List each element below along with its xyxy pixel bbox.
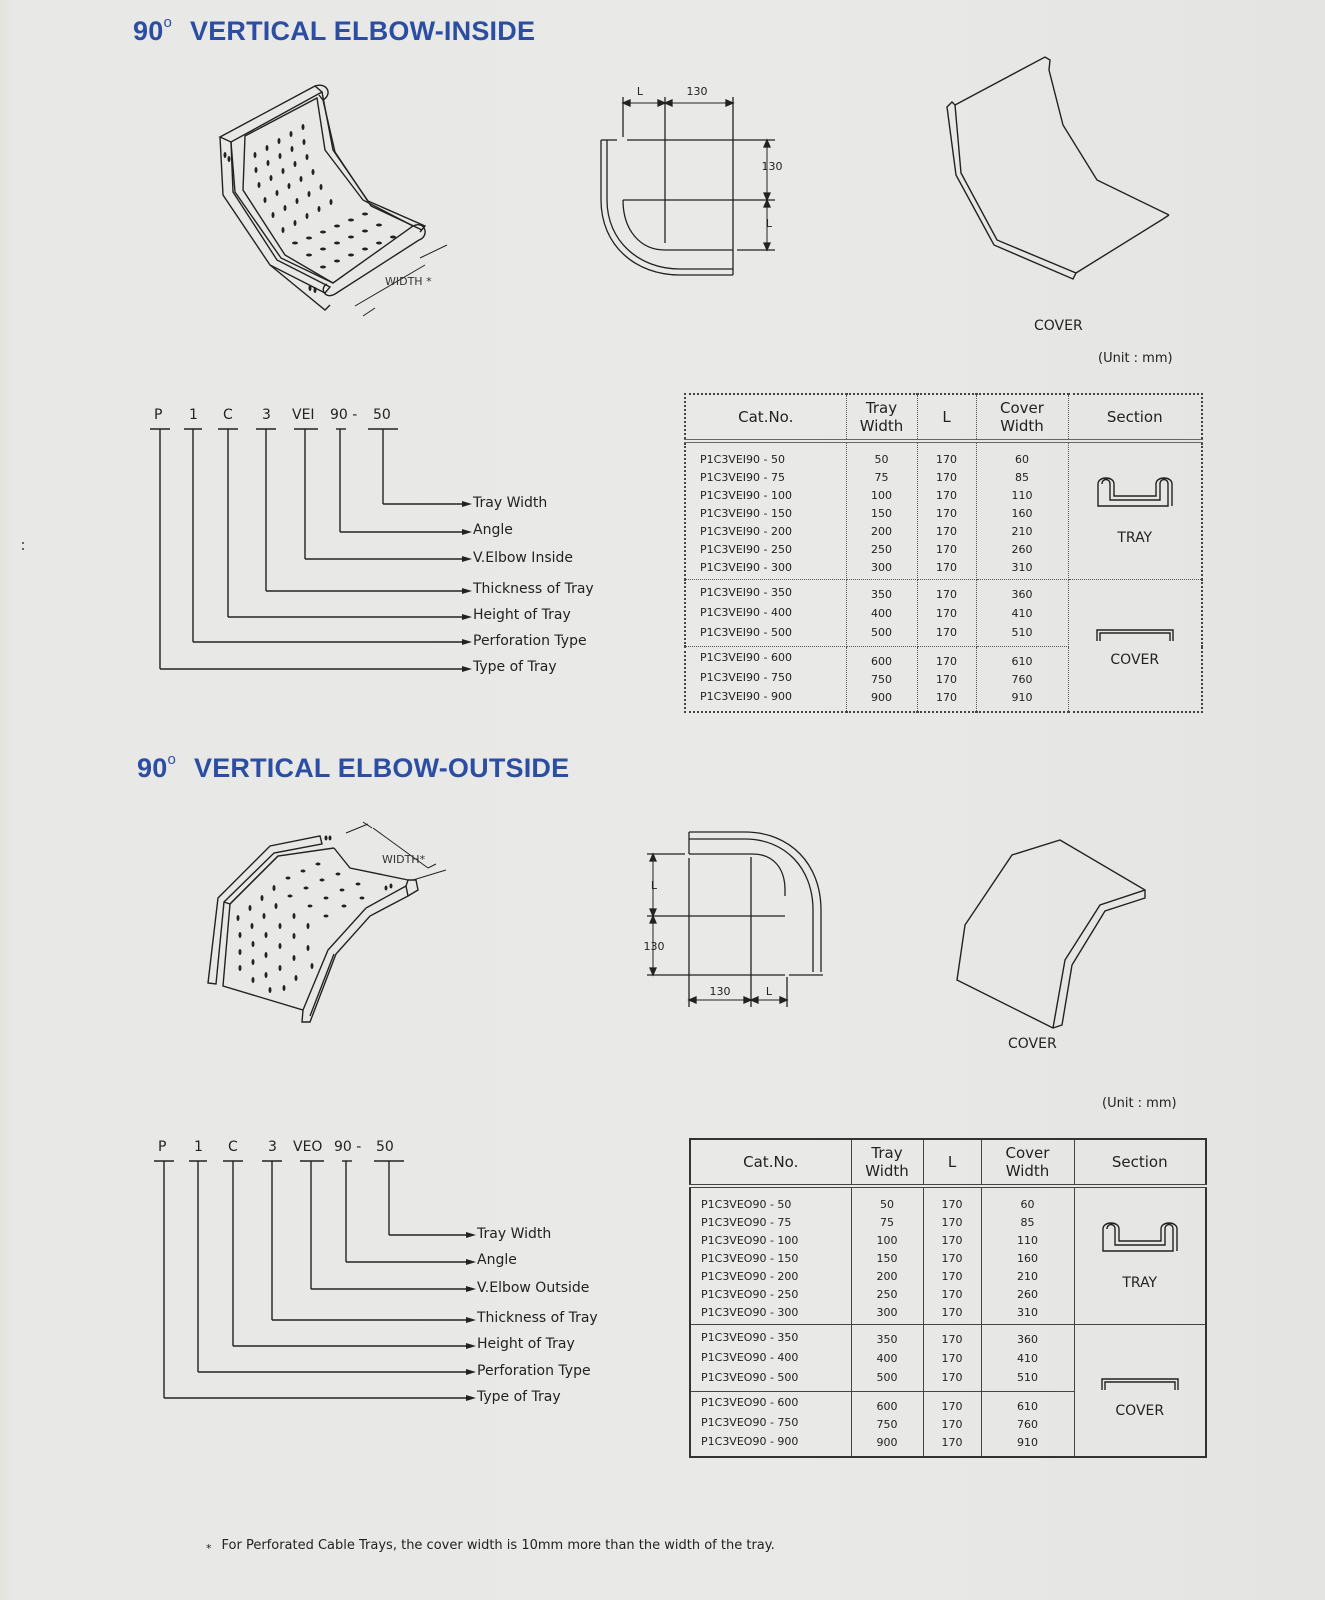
table-cell: 150 <box>871 507 892 520</box>
cat-no-cell <box>685 647 846 713</box>
table-cell: 170 <box>941 1216 963 1229</box>
table-cell: 170 <box>941 1400 963 1413</box>
table-cell: P1C3VEO90 - 300 <box>701 1306 799 1319</box>
table-cell: 260 <box>1011 543 1033 556</box>
table-cell: 170 <box>936 453 957 466</box>
l-cell <box>923 1186 981 1325</box>
table-cell: 170 <box>936 525 957 538</box>
table-cell: 250 <box>871 543 892 556</box>
width-dimension-label: WIDTH* <box>382 853 426 866</box>
table-cell: P1C3VEI90 - 600 <box>700 651 792 664</box>
table-cell: 900 <box>871 691 892 704</box>
degree-symbol: o <box>167 751 176 768</box>
table-cell: P1C3VEO90 - 200 <box>701 1270 799 1283</box>
catalog-code-breakdown <box>154 1139 614 1409</box>
code-segment-perforation: 1 <box>189 407 198 423</box>
cover-drawing-label: COVER <box>1034 318 1083 334</box>
table-cell: 50 <box>874 453 889 466</box>
code-segment-product: VEO <box>293 1139 323 1155</box>
cover-section-icon <box>1100 1377 1180 1391</box>
table-cell: 360 <box>1011 588 1033 601</box>
header-tray-width <box>846 394 917 441</box>
table-cell: P1C3VEI90 - 150 <box>700 507 792 520</box>
table-cell: 260 <box>1017 1288 1038 1301</box>
table-cell: P1C3VEO90 - 750 <box>701 1416 799 1429</box>
table-cell: 410 <box>1017 1352 1038 1365</box>
table-row-group <box>685 441 1202 580</box>
table-cell: 170 <box>941 1270 963 1283</box>
catalog-code-breakdown <box>150 407 610 677</box>
title-text: VERTICAL ELBOW-INSIDE <box>189 16 536 46</box>
dim-label-130-side: 130 <box>761 160 783 173</box>
code-desc-tray-width: Tray Width <box>477 1226 552 1242</box>
header-cat-no <box>685 394 846 441</box>
header-label: Cat.No. <box>738 408 794 426</box>
table-cell: P1C3VEO90 - 500 <box>701 1371 799 1384</box>
table-cell: P1C3VEO90 - 900 <box>701 1435 799 1448</box>
table-row-group <box>685 580 1202 647</box>
section-cover-label: COVER <box>1115 1403 1165 1419</box>
table-cell: 170 <box>936 607 957 620</box>
table-cell: 360 <box>1017 1333 1038 1346</box>
table-cell: 910 <box>1017 1436 1038 1449</box>
spec-table <box>684 393 1203 713</box>
code-segment-angle: 90 - <box>330 407 358 423</box>
tray-width-cell <box>851 1325 923 1392</box>
table-cell: 75 <box>874 471 889 484</box>
table-cell: 110 <box>1017 1234 1038 1247</box>
table-cell: 300 <box>876 1306 898 1319</box>
code-segment-height: C <box>228 1139 238 1155</box>
tray-width-cell <box>851 1186 923 1325</box>
cover-drawing-label: COVER <box>1008 1036 1057 1052</box>
table-cell: P1C3VEI90 - 500 <box>700 626 792 639</box>
table-cell: 170 <box>936 489 957 502</box>
table-cell: 170 <box>941 1371 963 1384</box>
header-label: L <box>942 408 951 426</box>
header-section <box>1068 394 1202 441</box>
header-l <box>917 394 976 441</box>
dim-label-130-top: 130 <box>686 85 708 98</box>
cover-width-cell <box>981 1325 1074 1392</box>
table-row-group <box>690 1325 1206 1392</box>
title-angle: 90 <box>133 16 164 46</box>
tray-width-cell <box>846 580 917 647</box>
table-cell: P1C3VEO90 - 75 <box>701 1216 792 1229</box>
table-cell: 60 <box>1015 453 1029 466</box>
table-cell: P1C3VEI90 - 400 <box>700 606 792 619</box>
table-cell: 170 <box>941 1333 963 1346</box>
cover-width-cell <box>976 441 1068 580</box>
header-label: Cat.No. <box>743 1153 799 1171</box>
header-tray-width <box>851 1139 923 1186</box>
table-cell: P1C3VEO90 - 50 <box>701 1198 792 1211</box>
table-cell: 610 <box>1011 655 1033 668</box>
code-desc-tray-width: Tray Width <box>473 495 548 511</box>
section-cover-label: COVER <box>1110 652 1160 668</box>
table-cell: 170 <box>936 561 957 574</box>
table-cell: 300 <box>871 561 892 574</box>
table-cell: 600 <box>876 1400 898 1413</box>
table-cell: 410 <box>1011 607 1033 620</box>
table-header-row <box>690 1139 1206 1186</box>
code-segment-type: P <box>154 407 163 423</box>
l-cell <box>917 441 976 580</box>
table-cell: P1C3VEI90 - 75 <box>700 471 785 484</box>
cat-no-cell <box>690 1325 851 1392</box>
code-segment-angle: 90 - <box>334 1139 362 1155</box>
table-cell: 400 <box>871 607 892 620</box>
table-cell: 60 <box>1020 1198 1035 1211</box>
header-label: Tray <box>865 399 898 417</box>
dim-label-l-side: L <box>650 879 658 892</box>
table-cell: 100 <box>876 1234 898 1247</box>
unit-label: (Unit : mm) <box>1098 351 1173 366</box>
cover-section-icon <box>1095 628 1175 642</box>
table-cell: 110 <box>1011 489 1033 502</box>
cover-width-cell <box>976 647 1068 713</box>
section-cover-cell <box>1074 1325 1206 1458</box>
tray-width-cell <box>846 647 917 713</box>
tray-section-icon <box>1094 476 1176 512</box>
l-cell <box>917 647 976 713</box>
table-cell: 750 <box>876 1418 898 1431</box>
table-cell: 310 <box>1017 1306 1038 1319</box>
header-label: Width <box>865 1162 909 1180</box>
dim-label-l-top: L <box>636 85 644 98</box>
table-cell: P1C3VEI90 - 100 <box>700 489 792 502</box>
table-cell: 170 <box>941 1198 963 1211</box>
header-label: Tray <box>871 1144 903 1162</box>
table-cell: P1C3VEI90 - 50 <box>700 453 785 466</box>
section-title <box>137 753 569 784</box>
cover-width-cell <box>981 1186 1074 1325</box>
spec-table <box>689 1138 1207 1458</box>
code-segment-thickness: 3 <box>262 407 271 423</box>
table-cell: P1C3VEO90 - 100 <box>701 1234 799 1247</box>
table-cell: 85 <box>1020 1216 1035 1229</box>
table-cell: 760 <box>1017 1418 1038 1431</box>
header-label: Width <box>1005 1162 1050 1180</box>
perforated-tray-outside-elbow-icon <box>208 838 458 1033</box>
header-cover-width <box>976 394 1068 441</box>
table-cell: P1C3VEI90 - 350 <box>700 586 792 599</box>
table-cell: P1C3VEO90 - 600 <box>701 1396 799 1409</box>
l-cell <box>923 1325 981 1392</box>
dim-label-l-side: L <box>765 217 773 230</box>
header-cover-width <box>981 1139 1074 1186</box>
table-cell: P1C3VEO90 - 250 <box>701 1288 799 1301</box>
cat-no-cell <box>685 580 846 647</box>
table-cell: 170 <box>936 655 957 668</box>
table-cell: 400 <box>876 1352 898 1365</box>
tray-width-cell <box>851 1392 923 1458</box>
code-segment-thickness: 3 <box>268 1139 277 1155</box>
table-cell: 510 <box>1011 626 1033 639</box>
code-segment-width: 50 <box>376 1139 394 1155</box>
code-desc-height: Height of Tray <box>473 607 571 623</box>
header-label: Cover <box>1000 399 1044 417</box>
code-segment-height: C <box>223 407 233 423</box>
code-segment-type: P <box>158 1139 167 1155</box>
table-cell: 760 <box>1011 673 1033 686</box>
table-cell: 910 <box>1011 691 1033 704</box>
cover-width-cell <box>976 580 1068 647</box>
code-desc-product: V.Elbow Inside <box>473 550 573 566</box>
table-cell: 170 <box>941 1418 963 1431</box>
table-cell: 85 <box>1015 471 1029 484</box>
footnote-marker: * <box>206 1542 212 1555</box>
footnote <box>206 1538 775 1553</box>
cover-width-cell <box>981 1392 1074 1458</box>
table-cell: 500 <box>876 1371 898 1384</box>
header-label: Section <box>1111 1153 1168 1171</box>
table-cell: 350 <box>876 1333 898 1346</box>
footnote-text: For Perforated Cable Trays, the cover width is 10mm more than the width of the tray. <box>221 1538 775 1553</box>
l-cell <box>923 1392 981 1458</box>
table-cell: 350 <box>871 588 892 601</box>
table-cell: 170 <box>941 1352 963 1365</box>
table-cell: 170 <box>941 1306 963 1319</box>
table-cell: 250 <box>876 1288 898 1301</box>
table-cell: 50 <box>880 1198 894 1211</box>
table-cell: 170 <box>941 1288 963 1301</box>
section-title <box>133 16 535 47</box>
table-cell: 170 <box>936 507 957 520</box>
code-desc-type: Type of Tray <box>473 659 557 675</box>
table-cell: 750 <box>871 673 892 686</box>
table-cell: 510 <box>1017 1371 1038 1384</box>
table-cell: 100 <box>871 489 892 502</box>
code-desc-height: Height of Tray <box>477 1336 575 1352</box>
dim-label-l-bottom: L <box>765 985 773 998</box>
table-cell: P1C3VEI90 - 200 <box>700 525 792 538</box>
code-desc-angle: Angle <box>477 1252 517 1268</box>
table-cell: 500 <box>871 626 892 639</box>
scan-mark <box>22 542 25 554</box>
table-cell: P1C3VEO90 - 400 <box>701 1351 799 1364</box>
table-cell: P1C3VEI90 - 300 <box>700 561 792 574</box>
header-label: L <box>947 1153 957 1171</box>
table-cell: 170 <box>941 1234 963 1247</box>
header-l <box>923 1139 981 1186</box>
l-cell <box>917 580 976 647</box>
tray-width-cell <box>846 441 917 580</box>
dim-label-130-bottom: 130 <box>709 985 731 998</box>
dim-label-130-side: 130 <box>643 940 665 953</box>
title-text: VERTICAL ELBOW-OUTSIDE <box>193 753 570 783</box>
table-cell: 170 <box>936 543 957 556</box>
header-label: Section <box>1106 408 1163 426</box>
title-angle: 90 <box>137 753 168 783</box>
table-cell: 600 <box>871 655 892 668</box>
tray-section-icon <box>1099 1221 1181 1257</box>
table-cell: P1C3VEI90 - 250 <box>700 543 792 556</box>
header-cat-no <box>690 1139 851 1186</box>
outside-elbow-cover-icon <box>955 835 1160 1035</box>
width-dimension-label: WIDTH * <box>385 275 432 288</box>
table-cell: 170 <box>936 471 957 484</box>
table-cell: 160 <box>1017 1252 1038 1265</box>
header-label: Cover <box>1005 1144 1050 1162</box>
cat-no-cell <box>690 1392 851 1458</box>
header-label: Width <box>1000 417 1044 435</box>
cat-no-cell <box>685 441 846 580</box>
table-cell: 900 <box>876 1436 898 1449</box>
table-cell: 160 <box>1011 507 1033 520</box>
degree-symbol: o <box>163 14 172 31</box>
table-cell: 170 <box>936 626 957 639</box>
table-cell: 150 <box>876 1252 898 1265</box>
code-segment-perforation: 1 <box>194 1139 203 1155</box>
table-cell: 170 <box>936 673 957 686</box>
table-cell: 210 <box>1017 1270 1038 1283</box>
table-cell: 200 <box>876 1270 898 1283</box>
table-row-group <box>690 1186 1206 1325</box>
section-tray-cell <box>1068 441 1202 580</box>
table-cell: 170 <box>941 1252 963 1265</box>
header-label: Width <box>859 417 904 435</box>
header-section <box>1074 1139 1206 1186</box>
code-desc-perforation: Perforation Type <box>473 633 587 649</box>
table-cell: 200 <box>871 525 892 538</box>
table-cell: 170 <box>936 588 957 601</box>
table-cell: 210 <box>1011 525 1033 538</box>
section-tray-cell <box>1074 1186 1206 1325</box>
table-cell: 170 <box>941 1436 963 1449</box>
table-cell: P1C3VEO90 - 350 <box>701 1331 799 1344</box>
inside-elbow-cover-icon <box>945 55 1175 285</box>
code-desc-type: Type of Tray <box>477 1389 561 1405</box>
code-desc-thickness: Thickness of Tray <box>473 581 594 597</box>
code-segment-width: 50 <box>373 407 391 423</box>
unit-label: (Unit : mm) <box>1102 1096 1177 1111</box>
table-cell: P1C3VEO90 - 150 <box>701 1252 799 1265</box>
code-desc-product: V.Elbow Outside <box>477 1280 590 1296</box>
section-cover-cell <box>1068 580 1202 713</box>
table-cell: P1C3VEI90 - 750 <box>700 671 792 684</box>
table-cell: P1C3VEI90 - 900 <box>700 690 792 703</box>
code-desc-angle: Angle <box>473 522 513 538</box>
table-cell: 610 <box>1017 1400 1038 1413</box>
table-cell: 170 <box>936 691 957 704</box>
code-desc-thickness: Thickness of Tray <box>477 1310 598 1326</box>
outside-elbow-dimension-drawing <box>645 832 830 1007</box>
section-tray-label: TRAY <box>1117 530 1153 546</box>
inside-elbow-dimension-drawing <box>595 85 795 280</box>
table-cell: 75 <box>880 1216 894 1229</box>
section-tray-label: TRAY <box>1122 1275 1158 1291</box>
code-desc-perforation: Perforation Type <box>477 1363 591 1379</box>
cat-no-cell <box>690 1186 851 1325</box>
table-cell: 310 <box>1011 561 1033 574</box>
code-segment-product: VEI <box>292 407 315 423</box>
table-header-row <box>685 394 1202 441</box>
